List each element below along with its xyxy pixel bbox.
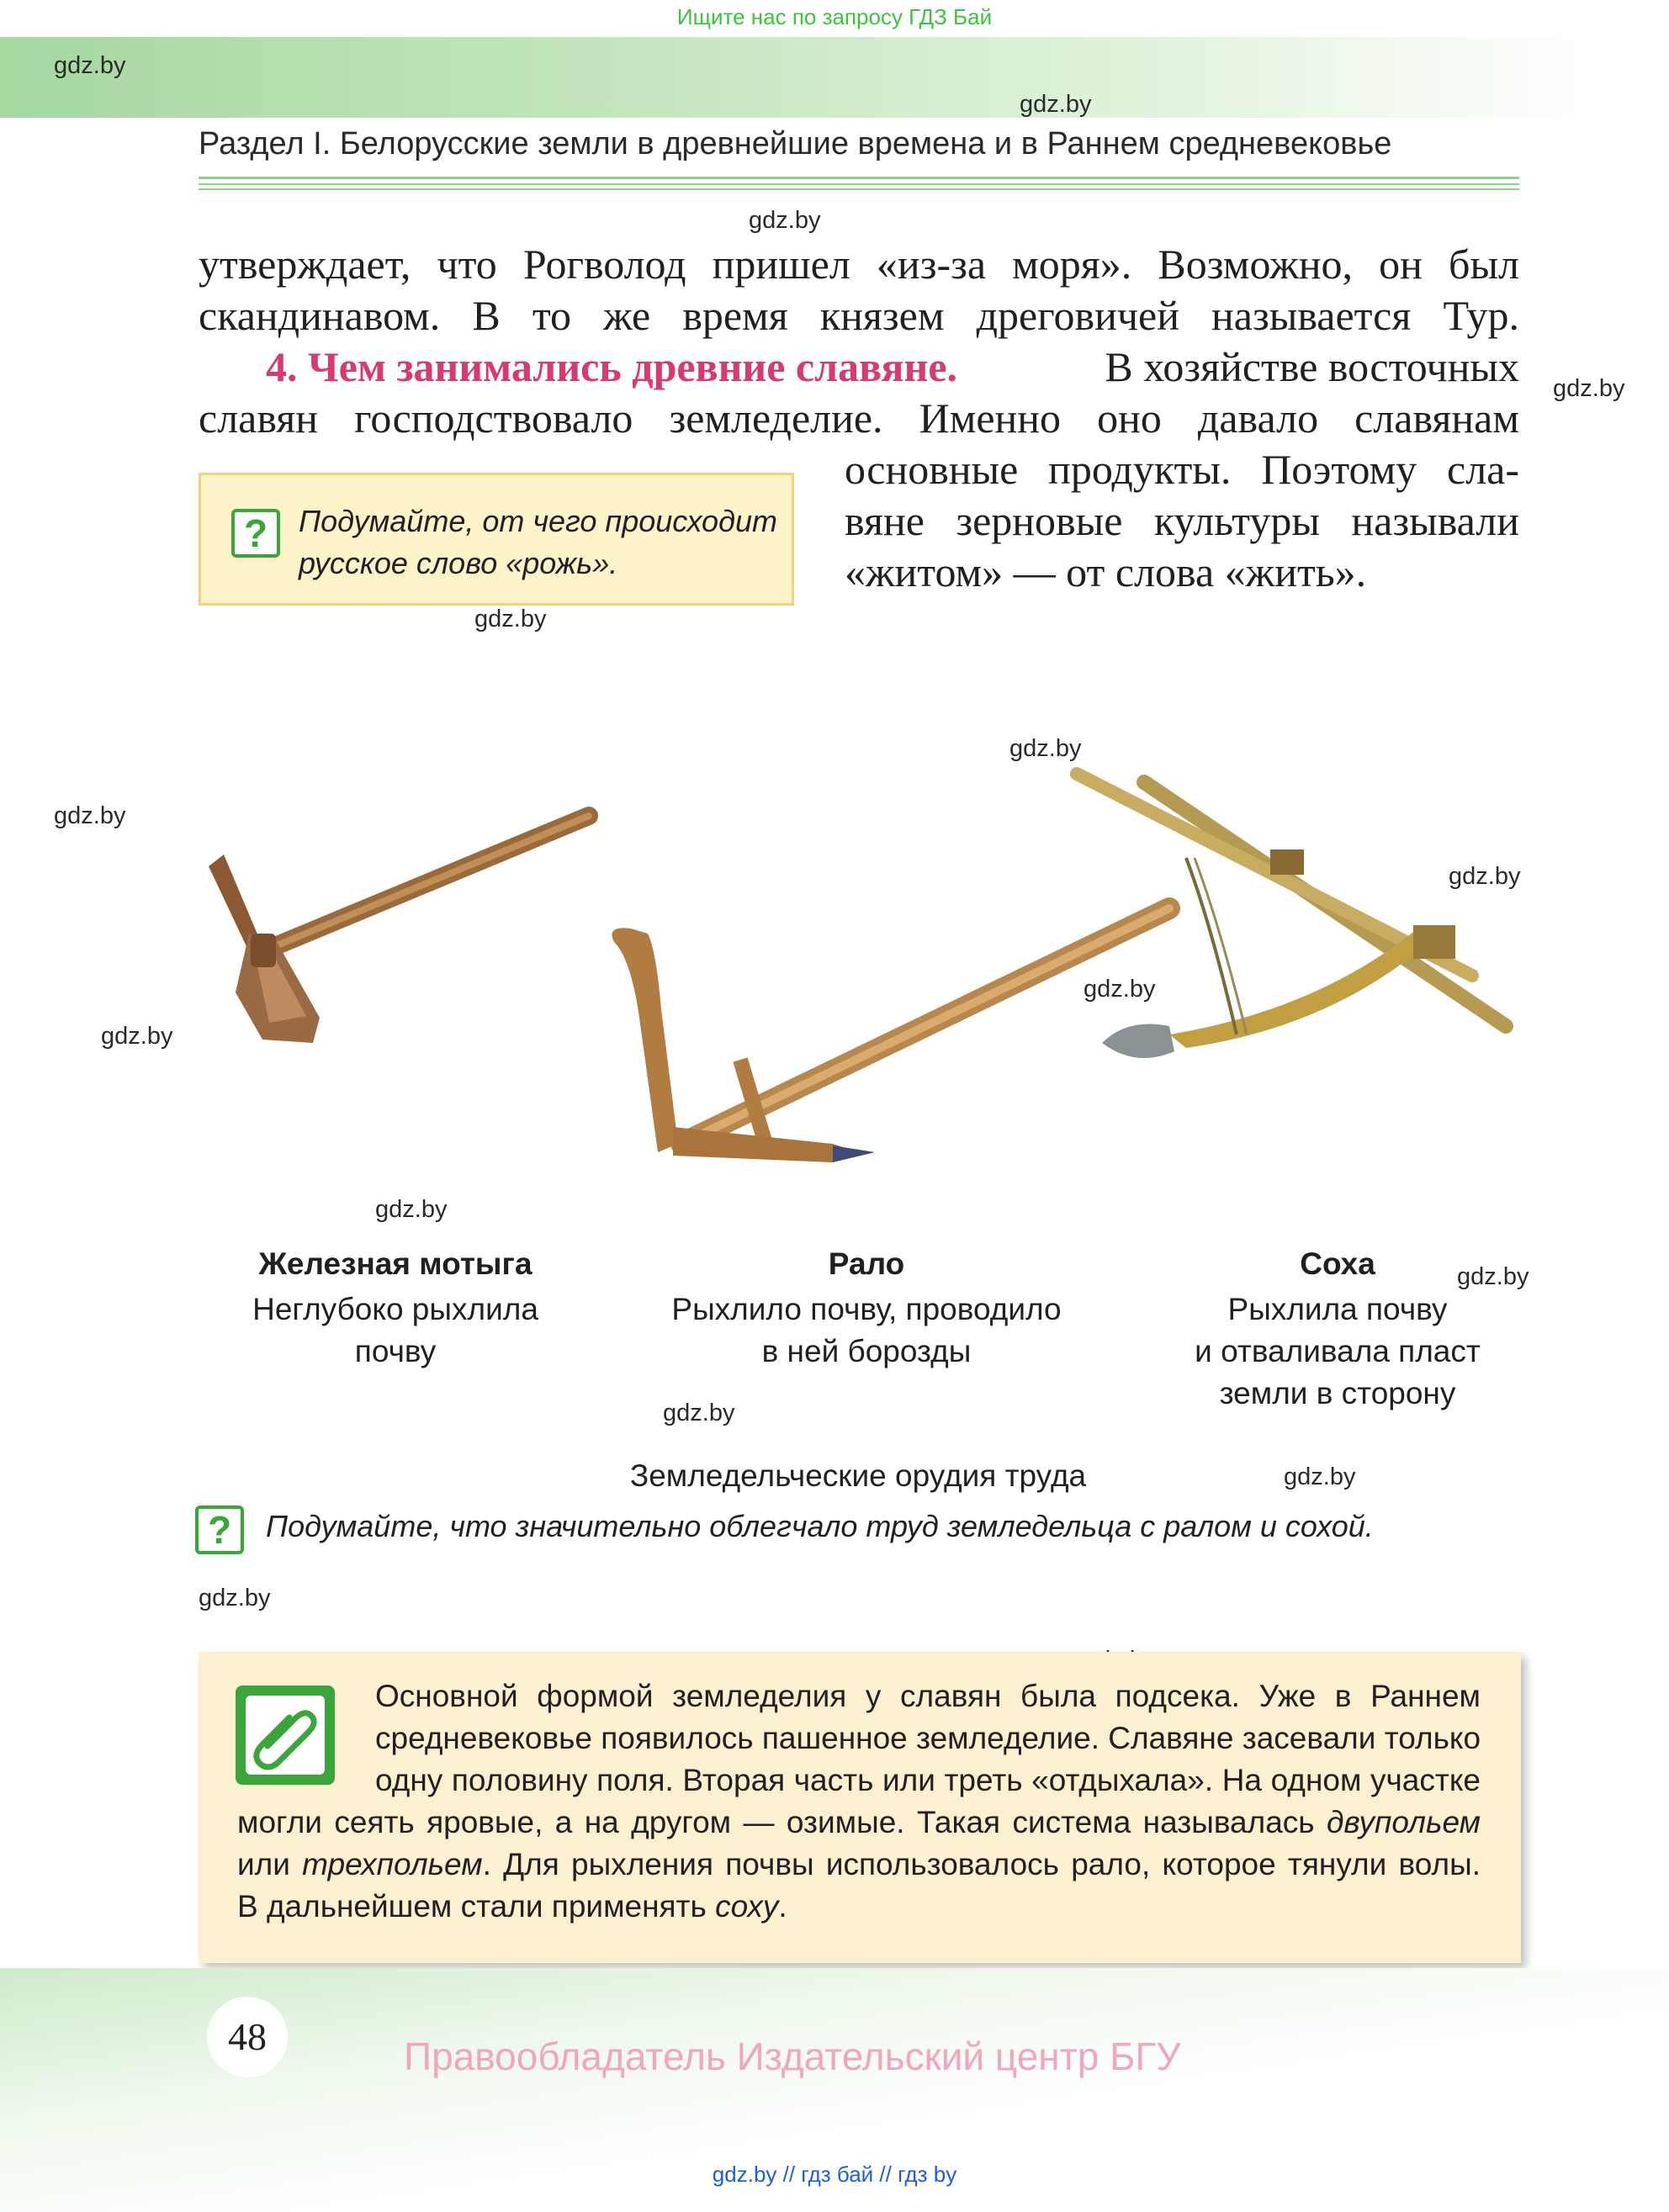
header-band (0, 37, 1669, 118)
question-mark-icon: ? (231, 509, 280, 558)
paragraph-text: В хозяйстве восточных (1105, 343, 1519, 390)
watermark: gdz.by (663, 1400, 735, 1426)
watermark: gdz.by (1009, 735, 1082, 762)
info-text-line: одну половину поля. Вторая часть или треть «отдыхала». На одном участке (375, 1763, 1481, 1797)
watermark: gdz.by (749, 207, 821, 234)
watermark: gdz.by (1020, 91, 1092, 118)
paragraph-line: вяне зерновые культуры называли (845, 497, 1519, 544)
question-text: русское слово «рожь». (299, 546, 618, 580)
question-box (199, 473, 794, 606)
header-rule (199, 177, 1519, 179)
paragraph-line: «житом» — от слова «жить». (845, 548, 1367, 595)
info-text-line (237, 1802, 1481, 1844)
info-term: соху (715, 1889, 779, 1924)
tool-description: Неглубоко рыхлила (252, 1292, 538, 1326)
question-text: Подумайте, от чего происходит (299, 504, 777, 538)
watermark: gdz.by (375, 1196, 448, 1223)
tool-title: Рало (828, 1246, 905, 1281)
figure-caption: Земледельческие орудия труда (629, 1458, 1087, 1493)
watermark: gdz.by (1449, 863, 1521, 890)
paragraph-line: утверждает, что Рогволод пришел «из-за моря». Возможно, он был (199, 241, 1519, 288)
info-box (199, 1652, 1521, 1963)
tool-description: почву (354, 1334, 437, 1368)
watermark: gdz.by (101, 1023, 173, 1050)
rights-holder: Правообладатель Издательский центр БГУ (404, 2035, 1181, 2078)
paragraph-line: славян господствовало земледелие. Именно оно давало славянам (199, 394, 1519, 442)
bottom-links[interactable]: gdz.by // гдз бай // гдз by (712, 2162, 957, 2187)
question-mark-icon: ? (195, 1506, 244, 1554)
tool-description: в ней борозды (761, 1334, 972, 1368)
watermark: gdz.by (1553, 375, 1625, 402)
info-text-line (237, 1886, 1481, 1928)
watermark: gdz.by (199, 1585, 271, 1611)
watermark: gdz.by (54, 802, 126, 829)
paragraph-line: скандинавом. В то же время князем дреговичей называется Тур. (199, 292, 1519, 339)
section-heading: 4. Чем занимались древние славяне. (266, 343, 958, 390)
paragraph-line: основные продукты. Поэтому сла- (845, 446, 1519, 493)
info-text: могли сеять яровые, а на другом — озимые. Такая система называлась (237, 1805, 1327, 1839)
info-text-line: средневековье появилось пашенное земледелие. Славяне засевали только (375, 1721, 1481, 1755)
tool-description: Рыхлила почву (1227, 1292, 1448, 1326)
section-title: Раздел I. Белорусские земли в древнейшие времена и в Раннем средневековье (199, 126, 1392, 161)
header-rule-thin (199, 183, 1519, 185)
tool-description: и отваливала пласт (1195, 1334, 1481, 1368)
section4-first-line (266, 341, 1519, 393)
watermark: gdz.by (1457, 1263, 1529, 1290)
info-text-line: Основной формой земледелия у славян была подсека. Уже в Раннем (375, 1679, 1481, 1713)
info-text: или (237, 1847, 303, 1881)
tool-description: Рыхлило почву, проводило (671, 1292, 1062, 1326)
question-text: Подумайте, что значительно облегчало труд земледельца с ралом и сохой. (266, 1509, 1374, 1543)
sokha-illustration (1068, 757, 1539, 1093)
info-text-line (237, 1844, 1481, 1886)
info-term: трехпольем (302, 1847, 483, 1881)
info-text: . (778, 1889, 787, 1924)
watermark: gdz.by (54, 52, 126, 79)
info-text: . Для рыхления почвы использовалось рало, которое тянули волы. (482, 1847, 1481, 1881)
info-term: двупольем (1326, 1805, 1481, 1839)
watermark: gdz.by (1284, 1463, 1356, 1490)
iron-hoe-illustration (168, 791, 639, 1144)
info-text: В дальнейшем стали применять (237, 1889, 716, 1924)
paperclip-icon (236, 1685, 335, 1785)
watermark: gdz.by (474, 606, 547, 632)
watermark: gdz.by (1084, 976, 1156, 1003)
header-rule-thin (199, 188, 1519, 190)
top-banner: Ищите нас по запросу ГДЗ Бай (676, 4, 993, 29)
tool-title: Железная мотыга (258, 1246, 532, 1281)
tool-title: Соха (1300, 1246, 1375, 1281)
page-number: 48 (207, 1997, 288, 2077)
tool-description: земли в сторону (1219, 1376, 1456, 1410)
